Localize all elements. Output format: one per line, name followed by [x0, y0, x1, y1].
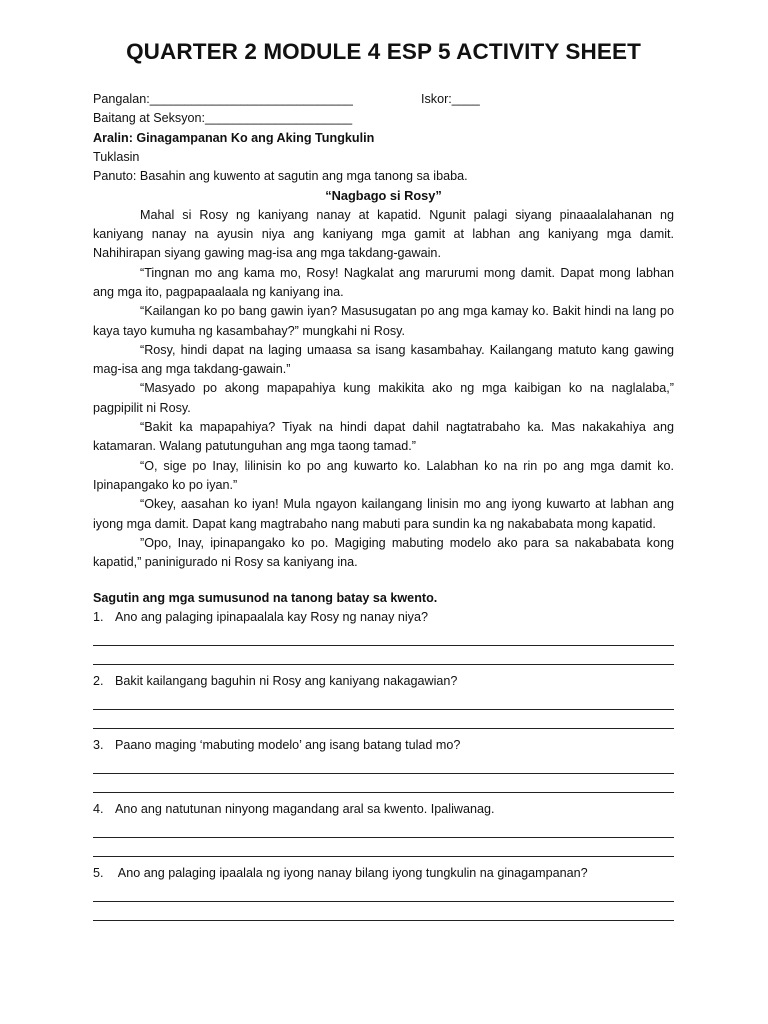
question-prompt: Ano ang natutunan ninyong magandang aral sa kwento. Ipaliwanag. — [115, 802, 495, 817]
story-paragraph: “Masyado po akong mapapahiya kung makikita ako ng mga kaibigan ko na naglalaba,” pagpipilit ni Rosy. — [93, 381, 674, 415]
story-paragraph: “Bakit ka mapapahiya? Tiyak na hindi dapat dahil nagtatrabaho ka. Mas nakakahiya ang katamaran. Walang patutunguhan ang mga taong tamad.” — [93, 420, 674, 454]
answer-line[interactable] — [93, 819, 674, 838]
question-prompt: Bakit kailangang baguhin ni Rosy ang kaniyang nakagawian? — [115, 674, 458, 689]
question-number: 4. — [93, 802, 104, 817]
question-item — [93, 800, 674, 857]
question-text — [93, 736, 674, 755]
story-paragraph: “Tingnan mo ang kama mo, Rosy! Nagkalat ang marurumi mong damit. Dapat mong labhan ang mga ito, pagpapaalaala ng kaniyang ina. — [93, 265, 674, 299]
name-score-row — [93, 90, 674, 109]
question-prompt: Paano maging ‘mabuting modelo’ ang isang batang tulad mo? — [115, 738, 461, 753]
answer-line[interactable] — [93, 883, 674, 902]
grade-section-field-label: Baitang at Seksyon:_____________________ — [93, 111, 353, 126]
story-paragraph: “Kailangan ko po bang gawin iyan? Masusugatan po ang mga kamay ko. Bakit hindi na lang po kaya tayo kumuha ng kasambahay?” mungkahi ni Rosy. — [93, 304, 674, 338]
story-paragraph: Mahal si Rosy ng kaniyang nanay at kapatid. Ngunit palagi siyang pinaaalalahanan ng kaniyang nanay na ayusin niya ang kaniyang mga gamit at labhan ang kaniyang mga damit. Nahihirapan siyang gawing mag-isa ang mga takdang-gawain. — [93, 207, 674, 261]
question-number: 3. — [93, 738, 104, 753]
page-title: QUARTER 2 MODULE 4 ESP 5 ACTIVITY SHEET — [126, 39, 641, 64]
name-field-label: Pangalan:_____________________________ — [93, 92, 353, 106]
score-field-label: Iskor:____ — [421, 92, 480, 106]
instructions: Panuto: Basahin ang kuwento at sagutin ang mga tanong sa ibaba. — [93, 169, 468, 184]
question-item — [93, 864, 674, 921]
story-paragraph: “Okey, aasahan ko iyan! Mula ngayon kailangang linisin mo ang iyong kuwarto at labhan ang iyong mga damit. Dapat kang magtrabaho nang mabuti para sundin ka ng nakababata mong kapatid. — [93, 497, 674, 531]
lesson-title: Aralin: Ginagampanan Ko ang Aking Tungkulin — [93, 130, 375, 145]
question-prompt: Ano ang palaging ipaalala ng iyong nanay bilang iyong tungkulin na ginagampanan? — [115, 866, 588, 881]
answer-line[interactable] — [93, 646, 674, 665]
section-label: Tuklasin — [93, 149, 140, 164]
question-prompt: Ano ang palaging ipinapaalala kay Rosy ng nanay niya? — [115, 610, 428, 625]
question-text — [93, 608, 674, 627]
question-text — [93, 800, 674, 819]
answer-line[interactable] — [93, 774, 674, 793]
questions-heading: Sagutin ang mga sumusunod na tanong batay sa kwento. — [93, 591, 438, 606]
question-number: 2. — [93, 674, 104, 689]
question-item — [93, 672, 674, 729]
answer-line[interactable] — [93, 710, 674, 729]
answer-line[interactable] — [93, 755, 674, 774]
question-text — [93, 864, 674, 883]
question-item — [93, 736, 674, 793]
answer-line[interactable] — [93, 627, 674, 646]
question-text — [93, 672, 674, 691]
question-number: 1. — [93, 610, 104, 625]
question-item — [93, 608, 674, 665]
story-paragraph: “O, sige po Inay, lilinisin ko po ang kuwarto ko. Lalabhan ko na rin po ang mga damit ko. Ipinapangako ko po iyan.” — [93, 458, 674, 492]
story-title: “Nagbago si Rosy” — [325, 188, 442, 204]
question-number: 5. — [93, 866, 104, 881]
answer-line[interactable] — [93, 902, 674, 921]
answer-line[interactable] — [93, 838, 674, 857]
story-paragraph: ”Opo, Inay, ipinapangako ko po. Magiging mabuting modelo ako para sa nakababata kong kapatid,” paninigurado ni Rosy sa kaniyang ina. — [93, 535, 674, 570]
answer-line[interactable] — [93, 691, 674, 710]
story-paragraph: “Rosy, hindi dapat na laging umaasa sa isang kasambahay. Kailangang matuto kang gawing mag-isa ang mga takdang-gawain.” — [93, 342, 674, 377]
